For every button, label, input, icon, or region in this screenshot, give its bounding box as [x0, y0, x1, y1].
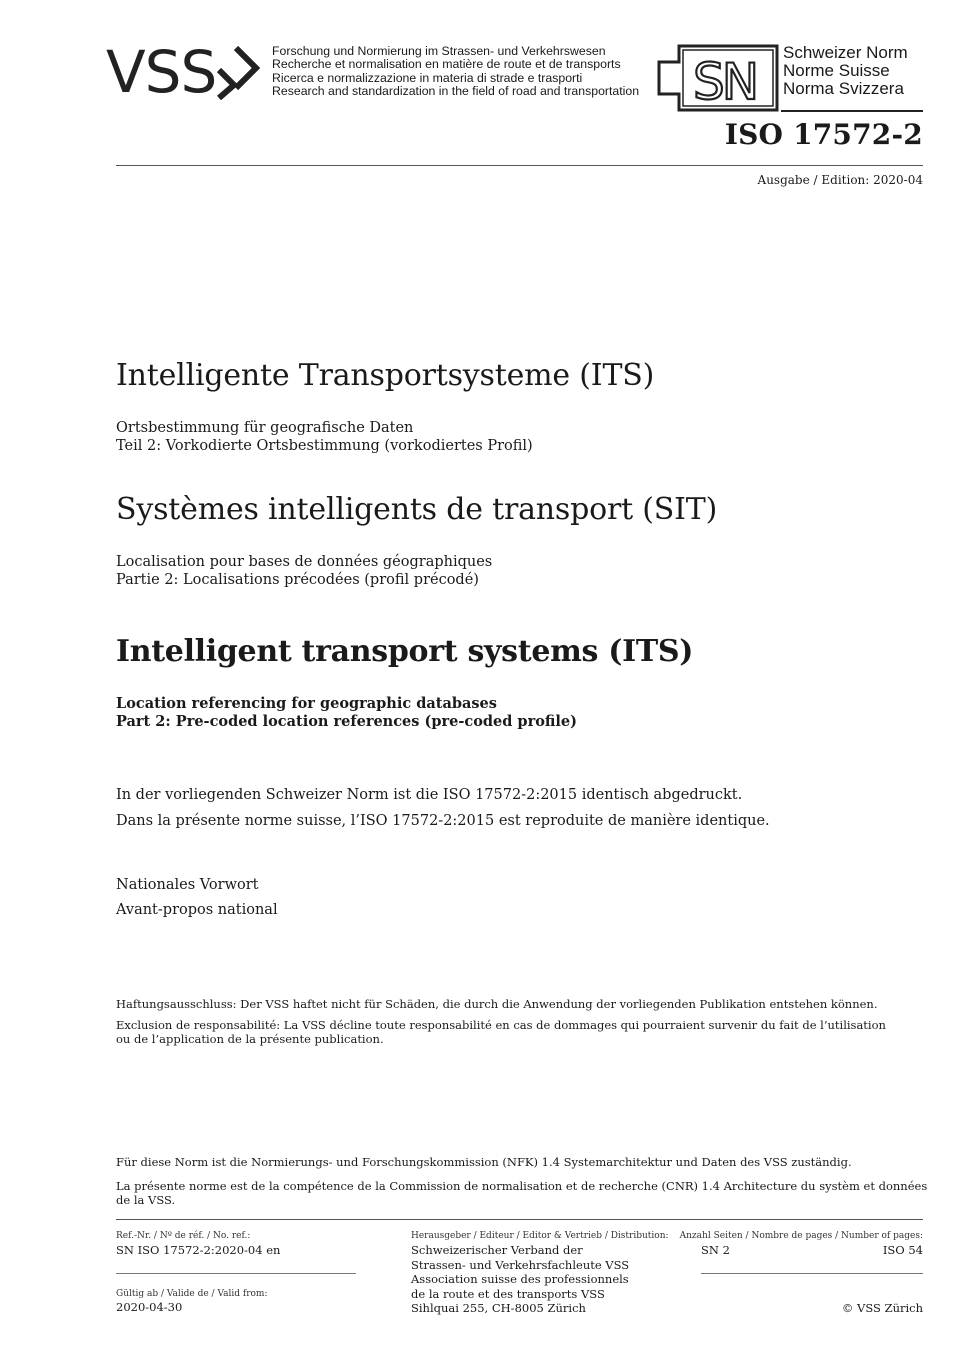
copyright: © VSS Zürich [841, 1301, 923, 1315]
pages-underline [701, 1273, 923, 1274]
subtitle-fr-line2: Partie 2: Localisations précodées (profil précodé) [116, 572, 479, 588]
vss-logo-text: VSS [106, 40, 217, 100]
subtitle-de-line2: Teil 2: Vorkodierte Ortsbestimmung (vorkodiertes Profil) [116, 438, 533, 454]
subtitle-en-line2: Part 2: Pre-coded location references (pre-coded profile) [116, 713, 578, 730]
vss-tagline-it: Ricerca e normalizzazione in materia di strade e trasporti [272, 70, 583, 85]
disclaimer-fr [116, 1018, 886, 1046]
publisher-line: Schweizerischer Verband der [411, 1243, 583, 1257]
publisher-label: Herausgeber / Editeur / Editor & Vertrieb / Distribution: [411, 1231, 669, 1241]
sn-words [783, 44, 908, 98]
title-de: Intelligente Transportsysteme (ITS) [116, 358, 655, 393]
title-fr: Systèmes intelligents de transport (SIT) [116, 492, 718, 527]
subtitle-de [116, 419, 533, 455]
foreword-fr: Avant-propos national [116, 902, 278, 918]
vss-logo-graphic [106, 40, 266, 100]
responsibility-fr-line2: de la VSS. [116, 1193, 176, 1207]
sn-word-it: Norma Svizzera [783, 79, 904, 98]
publisher-address [411, 1243, 629, 1316]
sn-word-fr: Norme Suisse [783, 61, 890, 80]
sn-logo-text: SN [693, 53, 757, 111]
pages-sn: SN 2 [701, 1243, 730, 1257]
subtitle-en [116, 695, 577, 731]
publisher-line: Sihlquai 255, CH-8005 Zürich [411, 1301, 586, 1316]
sn-logo [657, 44, 779, 112]
valid-value: 2020-04-30 [116, 1300, 183, 1314]
pages-label: Anzahl Seiten / Nombre de pages / Number of pages: [679, 1231, 923, 1241]
pages-iso: ISO 54 [882, 1243, 923, 1257]
header-divider [116, 165, 923, 166]
title-en: Intelligent transport systems (ITS) [116, 634, 694, 669]
ref-label: Ref.-Nr. / Nº de réf. / No. ref.: [116, 1231, 251, 1241]
identical-note-fr: Dans la présente norme suisse, l’ISO 17572-2:2015 est reproduite de manière identique. [116, 813, 770, 829]
foreword-de: Nationales Vorwort [116, 877, 259, 893]
sn-underline [781, 110, 923, 112]
disclaimer-fr-line2: ou de l’application de la présente publication. [116, 1032, 384, 1046]
identical-note-de: In der vorliegenden Schweizer Norm ist die ISO 17572-2:2015 identisch abgedruckt. [116, 787, 743, 803]
subtitle-fr [116, 553, 492, 589]
sn-cross-icon [657, 44, 779, 112]
publisher-line: Strassen- und Verkehrsfachleute VSS [411, 1257, 630, 1272]
subtitle-de-line1: Ortsbestimmung für geografische Daten [116, 420, 414, 436]
vss-tagline [272, 45, 639, 99]
subtitle-en-line1: Location referencing for geographic databases [116, 695, 497, 712]
disclaimer-de: Haftungsausschluss: Der VSS haftet nicht für Schäden, die durch die Anwendung der vorliegenden Publikation entstehen können. [116, 997, 878, 1011]
standard-number: ISO 17572-2 [724, 118, 923, 151]
responsibility-fr-line1: La présente norme est de la compétence de la Commission de normalisation et de recherche (CNR) 1.4 Architecture du systèm et données [116, 1179, 928, 1193]
responsibility-de: Für diese Norm ist die Normierungs- und Forschungskommission (NFK) 1.4 Systemarchitektur und Daten des VSS zuständig. [116, 1155, 852, 1169]
sn-word-de: Schweizer Norm [783, 43, 908, 62]
disclaimer-fr-line1: Exclusion de responsabilité: La VSS décline toute responsabilité en cas de dommages qui pourraient survenir du fait de l’utilisation [116, 1018, 886, 1032]
publisher-line: de la route et des transports VSS [411, 1286, 605, 1301]
vss-tagline-de: Forschung und Normierung im Strassen- und Verkehrswesen [272, 44, 606, 58]
subtitle-fr-line1: Localisation pour bases de données géographiques [116, 554, 493, 570]
footer-divider [116, 1219, 923, 1220]
vss-logo [106, 40, 266, 100]
publisher-line: Association suisse des professionnels [411, 1272, 629, 1287]
edition-label: Ausgabe / Edition: 2020-04 [757, 173, 923, 187]
responsibility-fr [116, 1179, 927, 1207]
ref-value: SN ISO 17572-2:2020-04 en [116, 1243, 281, 1257]
valid-label: Gültig ab / Valide de / Valid from: [116, 1289, 268, 1299]
vss-tagline-fr: Recherche et normalisation en matière de route et de transports [272, 57, 621, 72]
ref-underline [116, 1273, 356, 1274]
vss-tagline-en: Research and standardization in the field of road and transportation [272, 84, 640, 99]
